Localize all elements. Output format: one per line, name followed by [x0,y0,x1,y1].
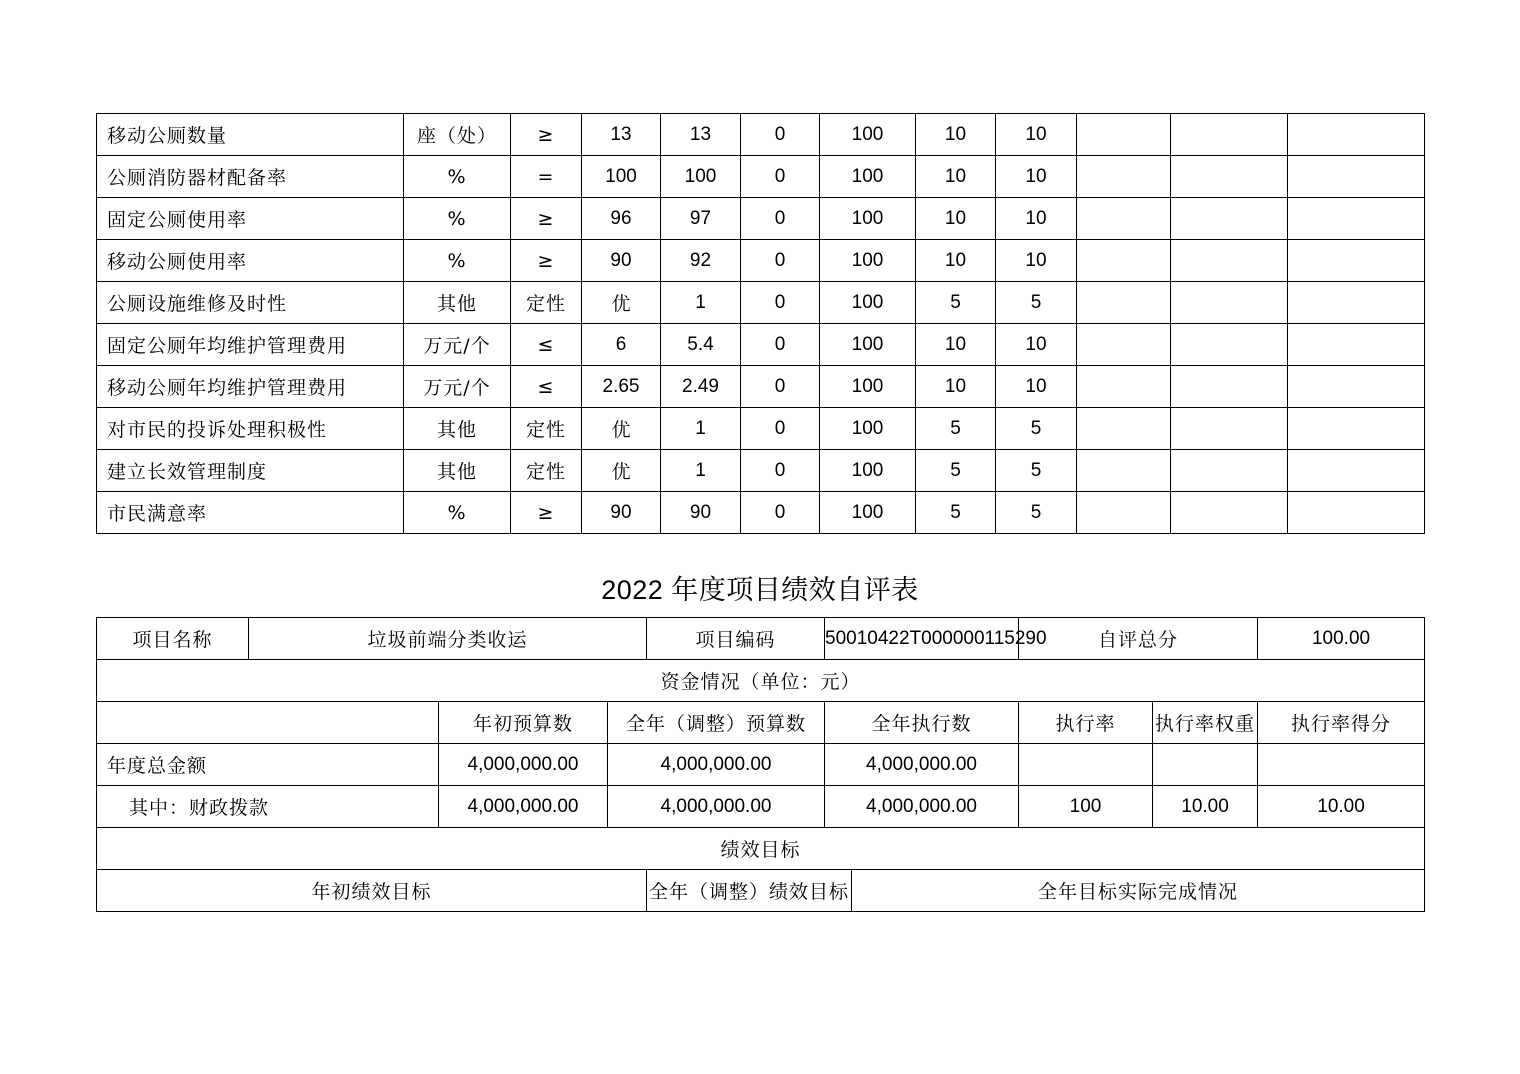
indicator-cell: 5.4 [661,324,741,366]
funds-header-row [97,660,1425,702]
indicator-cell [1288,156,1425,198]
page-title: 2022 年度项目绩效自评表 [601,575,919,605]
funds-col-exec-rate: 执行率 [1019,702,1153,744]
indicator-cell [1171,408,1288,450]
indicator-cell: 5 [916,492,996,534]
indicator-cell: 10 [996,198,1077,240]
indicator-cell [1288,450,1425,492]
indicator-cell [1077,156,1171,198]
indicator-name-cell: 公厕消防器材配备率 [97,156,404,198]
indicator-cell [1171,240,1288,282]
indicator-cell [1171,114,1288,156]
indicator-cell: 10 [916,324,996,366]
project-code-value: 50010422T000000115290 [825,618,1019,660]
indicator-cell: 10 [996,156,1077,198]
indicator-cell: ≤ [511,366,582,408]
indicator-cell: 10 [996,324,1077,366]
self-score-value: 100.00 [1258,618,1425,660]
indicator-cell: 0 [741,240,820,282]
indicator-cell: 0 [741,492,820,534]
indicator-cell: 90 [582,240,661,282]
indicator-cell [1077,240,1171,282]
indicator-row [97,450,1425,492]
indicator-cell: 10 [916,114,996,156]
indicator-cell: ≤ [511,324,582,366]
indicator-name-cell: 固定公厕使用率 [97,198,404,240]
indicator-cell: 0 [741,450,820,492]
funds-col-rate-weight: 执行率权重 [1153,702,1258,744]
indicator-cell: 其他 [404,408,511,450]
indicator-cell: 100 [820,282,916,324]
indicator-cell: 90 [661,492,741,534]
indicator-row [97,324,1425,366]
indicator-cell: 2.65 [582,366,661,408]
indicator-cell: 13 [582,114,661,156]
funds-cell: 4,000,000.00 [608,786,825,828]
indicator-cell [1288,114,1425,156]
indicator-cell: 100 [820,366,916,408]
indicator-cell: 0 [741,198,820,240]
indicator-cell: 10 [996,114,1077,156]
indicator-cell: 10 [916,198,996,240]
indicator-cell: 5 [996,492,1077,534]
indicator-name-cell: 建立长效管理制度 [97,450,404,492]
indicator-cell: 100 [820,408,916,450]
indicator-cell: 92 [661,240,741,282]
project-code-label: 项目编码 [647,618,825,660]
indicator-cell [1077,114,1171,156]
indicator-cell: 6 [582,324,661,366]
indicator-cell [1171,324,1288,366]
indicator-cell [1077,492,1171,534]
goals-col-initial: 年初绩效目标 [97,870,647,912]
indicator-cell: 2.49 [661,366,741,408]
indicator-cell [1077,198,1171,240]
project-name-label: 项目名称 [97,618,249,660]
funds-cell: 4,000,000.00 [608,744,825,786]
indicator-cell [1288,198,1425,240]
funds-col-rate-score: 执行率得分 [1258,702,1425,744]
indicator-name-cell: 移动公厕年均维护管理费用 [97,366,404,408]
indicator-row [97,156,1425,198]
indicator-cell: 座（处） [404,114,511,156]
goals-col-adjusted: 全年（调整）绩效目标 [647,870,852,912]
indicator-row [97,114,1425,156]
funds-col-adjusted-budget: 全年（调整）预算数 [608,702,825,744]
indicator-cell: 0 [741,156,820,198]
indicator-row [97,240,1425,282]
indicator-cell: 13 [661,114,741,156]
indicator-cell [1077,324,1171,366]
indicator-cell: 1 [661,408,741,450]
indicator-cell [1288,324,1425,366]
performance-indicator-table [96,113,1425,534]
indicator-cell [1288,366,1425,408]
indicator-cell [1288,282,1425,324]
goals-col-actual: 全年目标实际完成情况 [852,870,1425,912]
funds-cell: 10.00 [1258,786,1425,828]
funds-total-row [97,744,1425,786]
indicator-cell: 100 [820,198,916,240]
indicator-cell: 万元/个 [404,324,511,366]
funds-cell: 4,000,000.00 [825,744,1019,786]
indicator-cell: 100 [820,492,916,534]
funds-row-label: 年度总金额 [97,744,439,786]
indicator-cell: ≥ [511,114,582,156]
indicator-cell [1288,240,1425,282]
funds-cell: 4,000,000.00 [825,786,1019,828]
funds-cell [1153,744,1258,786]
indicator-row [97,366,1425,408]
indicator-cell: 优 [582,450,661,492]
indicator-cell: 0 [741,408,820,450]
indicator-cell: 100 [820,324,916,366]
indicator-cell: 0 [741,366,820,408]
indicator-cell: 10 [916,240,996,282]
indicator-cell: 100 [661,156,741,198]
indicator-cell [1077,408,1171,450]
funds-col-executed: 全年执行数 [825,702,1019,744]
indicator-cell [1171,282,1288,324]
indicator-cell: 96 [582,198,661,240]
indicator-cell: 10 [916,366,996,408]
indicator-cell [1171,156,1288,198]
funds-cell: 4,000,000.00 [439,744,608,786]
indicator-cell: 10 [996,240,1077,282]
indicator-cell [1288,492,1425,534]
goals-column-row [97,870,1425,912]
indicator-cell [1077,282,1171,324]
indicator-cell: ≥ [511,198,582,240]
indicator-cell: 定性 [511,450,582,492]
self-evaluation-table [96,617,1425,912]
indicator-cell: 1 [661,450,741,492]
funds-col-initial-budget: 年初预算数 [439,702,608,744]
goals-header-row [97,828,1425,870]
indicator-name-cell: 移动公厕使用率 [97,240,404,282]
indicator-cell: 1 [661,282,741,324]
indicator-cell: ≥ [511,240,582,282]
project-info-row [97,618,1425,660]
indicator-cell [1288,408,1425,450]
indicator-cell: 100 [820,114,916,156]
indicator-cell: 0 [741,324,820,366]
self-score-label: 自评总分 [1019,618,1258,660]
goals-header: 绩效目标 [97,828,1425,870]
funds-cell: 100 [1019,786,1153,828]
indicator-cell [1077,366,1171,408]
indicator-cell [1171,492,1288,534]
indicator-cell: % [404,156,511,198]
indicator-cell: 定性 [511,282,582,324]
funds-row-label: 其中：财政拨款 [97,786,439,828]
indicator-cell: % [404,198,511,240]
funds-cell [1019,744,1153,786]
indicator-cell: 90 [582,492,661,534]
indicator-cell: 其他 [404,450,511,492]
indicator-cell: 100 [582,156,661,198]
indicator-row [97,198,1425,240]
indicator-name-cell: 市民满意率 [97,492,404,534]
indicator-cell: % [404,492,511,534]
indicator-cell: 97 [661,198,741,240]
indicator-row [97,408,1425,450]
indicator-cell: 5 [916,450,996,492]
indicator-cell [1171,450,1288,492]
indicator-cell: % [404,240,511,282]
indicator-cell: 100 [820,240,916,282]
indicator-cell: 0 [741,114,820,156]
funds-column-row [97,702,1425,744]
indicator-name-cell: 对市民的投诉处理积极性 [97,408,404,450]
funds-fiscal-row [97,786,1425,828]
indicator-cell: 定性 [511,408,582,450]
funds-col-blank [97,702,439,744]
indicator-cell: 5 [996,450,1077,492]
indicator-cell: 100 [820,156,916,198]
indicator-cell: = [511,156,582,198]
indicator-cell: 10 [916,156,996,198]
indicator-cell: 0 [741,282,820,324]
indicator-cell: 万元/个 [404,366,511,408]
indicator-cell: 优 [582,408,661,450]
indicator-cell: 100 [820,450,916,492]
indicator-cell: ≥ [511,492,582,534]
indicator-row [97,492,1425,534]
indicator-cell: 5 [996,282,1077,324]
indicator-row [97,282,1425,324]
indicator-cell: 优 [582,282,661,324]
indicator-cell: 5 [916,282,996,324]
indicator-cell: 5 [916,408,996,450]
indicator-name-cell: 固定公厕年均维护管理费用 [97,324,404,366]
indicator-cell [1171,366,1288,408]
indicator-cell [1077,450,1171,492]
funds-header: 资金情况（单位：元） [97,660,1425,702]
funds-cell [1258,744,1425,786]
funds-cell: 4,000,000.00 [439,786,608,828]
indicator-cell: 其他 [404,282,511,324]
funds-cell: 10.00 [1153,786,1258,828]
indicator-cell [1171,198,1288,240]
project-name-value: 垃圾前端分类收运 [249,618,647,660]
indicator-name-cell: 移动公厕数量 [97,114,404,156]
indicator-name-cell: 公厕设施维修及时性 [97,282,404,324]
indicator-cell: 10 [996,366,1077,408]
indicator-cell: 5 [996,408,1077,450]
